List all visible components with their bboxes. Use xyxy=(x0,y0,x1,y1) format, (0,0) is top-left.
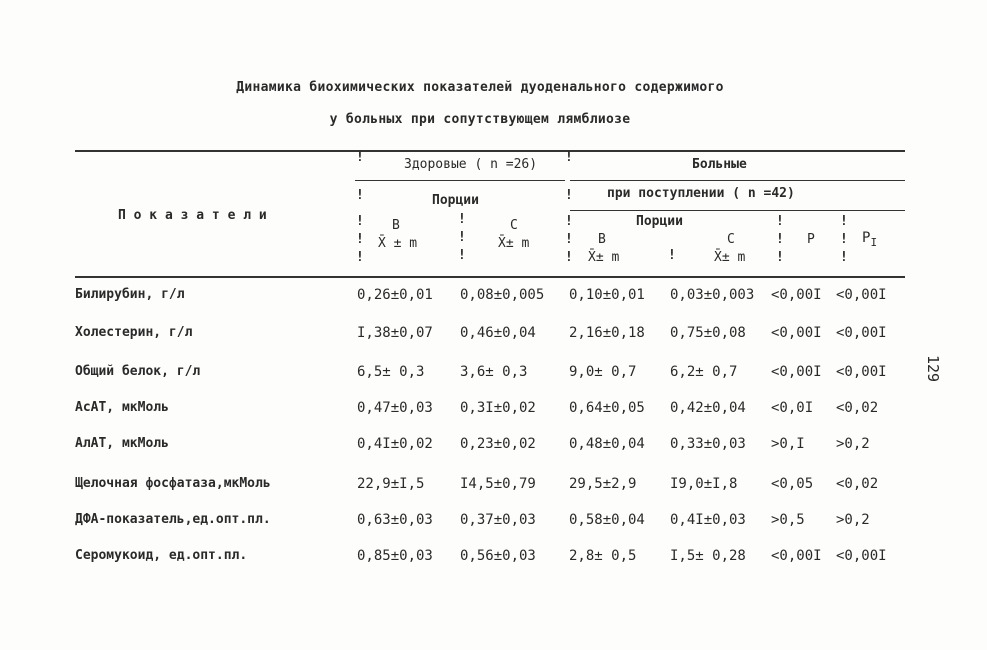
cell-healthy-b: 6,5± 0,3 xyxy=(357,364,425,380)
separator-mark: ! xyxy=(458,248,466,263)
cell-healthy-c: 3,6± 0,3 xyxy=(460,364,528,380)
cell-patients-b: 0,58±0,04 xyxy=(569,512,645,528)
cell-healthy-c: 0,3I±0,02 xyxy=(460,400,536,416)
header-patients-b: B xyxy=(598,232,606,247)
cell-healthy-c: 0,46±0,04 xyxy=(460,325,536,341)
separator-mark: ! xyxy=(356,188,364,203)
separator-mark: ! xyxy=(565,150,573,165)
header-p1-subscript: I xyxy=(870,235,878,249)
cell-p1: <0,00I xyxy=(836,325,887,341)
header-bottom-rule xyxy=(75,276,905,278)
row-indicator-name: АсАТ, мкМоль xyxy=(75,400,169,415)
cell-healthy-b: I,38±0,07 xyxy=(357,325,433,341)
separator-mark: ! xyxy=(565,232,573,247)
rule-patients-subheader xyxy=(570,180,905,181)
header-p: P xyxy=(807,232,815,247)
header-admission: при поступлении ( n =42) xyxy=(607,186,795,201)
header-p1 xyxy=(862,230,877,249)
cell-p: <0,00I xyxy=(771,325,822,341)
row-indicator-name: ДФА-показатель,ед.опт.пл. xyxy=(75,512,271,527)
cell-patients-b: 0,64±0,05 xyxy=(569,400,645,416)
cell-p1: <0,02 xyxy=(836,476,879,492)
cell-p: <0,05 xyxy=(771,476,814,492)
cell-healthy-b: 0,4I±0,02 xyxy=(357,436,433,452)
header-healthy-c: C xyxy=(510,218,518,233)
top-rule xyxy=(75,150,905,152)
row-indicator-name: Щелочная фосфатаза,мкМоль xyxy=(75,476,271,491)
page-number: 129 xyxy=(924,355,942,383)
header-healthy-c-stat: X̄± m xyxy=(498,236,530,251)
table-title-line2: у больных при сопутствующем лямблиозе xyxy=(329,112,631,127)
separator-mark: ! xyxy=(458,212,466,227)
cell-patients-c: 0,33±0,03 xyxy=(670,436,746,452)
row-indicator-name: Холестерин, г/л xyxy=(75,325,193,340)
rule-healthy-subheader xyxy=(355,180,565,181)
separator-mark: ! xyxy=(356,232,364,247)
cell-patients-b: 0,10±0,01 xyxy=(569,287,645,303)
cell-p1: <0,00I xyxy=(836,364,887,380)
cell-p1: <0,00I xyxy=(836,548,887,564)
cell-p: <0,00I xyxy=(771,287,822,303)
cell-healthy-c: 0,08±0,005 xyxy=(460,287,545,303)
cell-p1: <0,02 xyxy=(836,400,879,416)
cell-healthy-c: 0,37±0,03 xyxy=(460,512,536,528)
cell-patients-c: 0,4I±0,03 xyxy=(670,512,746,528)
cell-p: >0,I xyxy=(771,436,805,452)
row-indicator-name: Серомукоид, ед.опт.пл. xyxy=(75,548,248,563)
cell-patients-c: 6,2± 0,7 xyxy=(670,364,738,380)
cell-patients-b: 2,8± 0,5 xyxy=(569,548,637,564)
separator-mark: ! xyxy=(356,250,364,265)
header-patients-b-stat: X̄± m xyxy=(588,250,620,265)
separator-mark: ! xyxy=(565,214,573,229)
cell-patients-c: I,5± 0,28 xyxy=(670,548,746,564)
header-healthy-b-stat: X̄ ± m xyxy=(378,236,418,251)
cell-p1: >0,2 xyxy=(836,436,870,452)
separator-mark: ! xyxy=(458,230,466,245)
cell-healthy-b: 0,63±0,03 xyxy=(357,512,433,528)
separator-mark: ! xyxy=(565,188,573,203)
header-p1-letter: P xyxy=(862,230,871,246)
cell-patients-b: 0,48±0,04 xyxy=(569,436,645,452)
cell-healthy-c: 0,56±0,03 xyxy=(460,548,536,564)
cell-healthy-b: 0,26±0,01 xyxy=(357,287,433,303)
header-healthy: Здоровые ( n =26) xyxy=(404,157,538,172)
separator-mark: ! xyxy=(776,250,784,265)
row-indicator-name: Общий белок, г/л xyxy=(75,364,201,379)
separator-mark: ! xyxy=(356,214,364,229)
cell-patients-c: 0,03±0,003 xyxy=(670,287,755,303)
separator-mark: ! xyxy=(840,214,848,229)
cell-healthy-b: 0,47±0,03 xyxy=(357,400,433,416)
cell-patients-b: 9,0± 0,7 xyxy=(569,364,637,380)
cell-healthy-c: I4,5±0,79 xyxy=(460,476,536,492)
header-indicators: П о к а з а т е л и xyxy=(118,208,267,223)
cell-p: <0,00I xyxy=(771,364,822,380)
separator-mark: ! xyxy=(840,232,848,247)
header-healthy-b: B xyxy=(392,218,400,233)
cell-patients-b: 29,5±2,9 xyxy=(569,476,637,492)
cell-p1: <0,00I xyxy=(836,287,887,303)
separator-mark: ! xyxy=(565,250,573,265)
rule-patients-portions xyxy=(570,210,905,211)
cell-patients-b: 2,16±0,18 xyxy=(569,325,645,341)
separator-mark: ! xyxy=(776,214,784,229)
cell-healthy-b: 22,9±I,5 xyxy=(357,476,425,492)
cell-patients-c: 0,75±0,08 xyxy=(670,325,746,341)
header-portions-healthy: Порции xyxy=(432,193,479,208)
cell-healthy-b: 0,85±0,03 xyxy=(357,548,433,564)
cell-patients-c: I9,0±I,8 xyxy=(670,476,738,492)
header-patients-c: C xyxy=(727,232,735,247)
row-indicator-name: АлАТ, мкМоль xyxy=(75,436,169,451)
row-indicator-name: Билирубин, г/л xyxy=(75,287,185,302)
cell-healthy-c: 0,23±0,02 xyxy=(460,436,536,452)
cell-patients-c: 0,42±0,04 xyxy=(670,400,746,416)
table-title-line1: Динамика биохимических показателей дуоденального содержимого xyxy=(236,80,724,95)
separator-mark: ! xyxy=(776,232,784,247)
separator-mark: ! xyxy=(840,250,848,265)
header-patients-c-stat: X̄± m xyxy=(714,250,746,265)
cell-p: <0,0I xyxy=(771,400,814,416)
cell-p: >0,5 xyxy=(771,512,805,528)
header-patients: Больные xyxy=(692,157,747,172)
header-portions-patients: Порции xyxy=(636,214,683,229)
separator-mark: ! xyxy=(356,150,364,165)
cell-p1: >0,2 xyxy=(836,512,870,528)
cell-p: <0,00I xyxy=(771,548,822,564)
separator-mark: ! xyxy=(668,248,676,263)
